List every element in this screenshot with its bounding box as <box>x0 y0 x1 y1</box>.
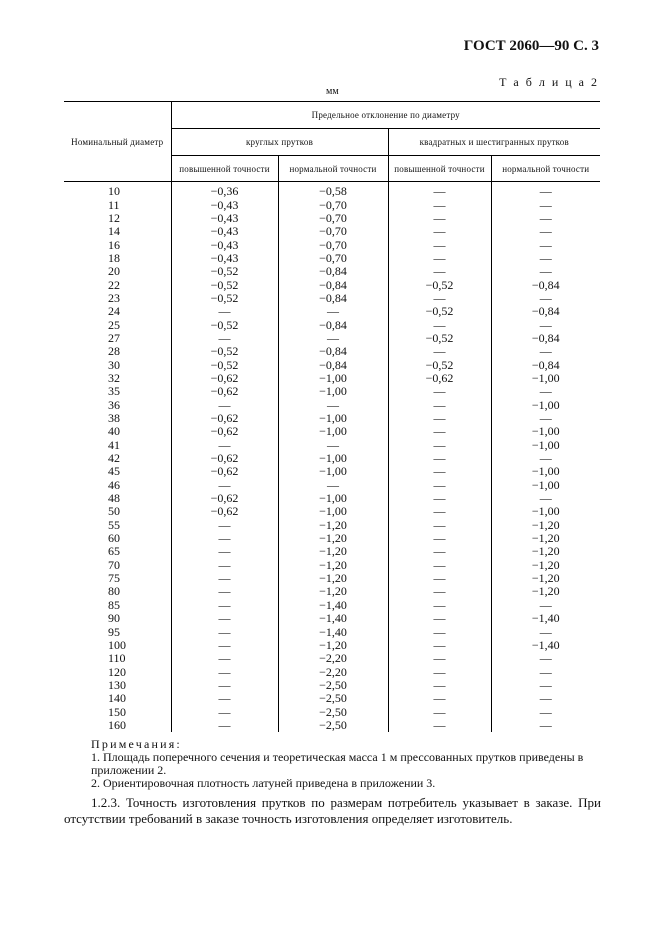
cell-round-normal: — <box>278 332 388 345</box>
cell-round-high: −0,52 <box>171 318 278 331</box>
cell-round-normal: −0,70 <box>278 198 388 211</box>
cell-round-high: — <box>171 545 278 558</box>
cell-round-high: −0,62 <box>171 492 278 505</box>
table-row <box>64 372 600 385</box>
cell-round-high: — <box>171 705 278 718</box>
cell-square-normal: −1,00 <box>491 425 600 438</box>
cell-round-high: — <box>171 585 278 598</box>
cell-round-high: — <box>171 305 278 318</box>
cell-round-high: — <box>171 639 278 652</box>
cell-round-high: — <box>171 679 278 692</box>
cell-square-normal: −1,00 <box>491 372 600 385</box>
cell-round-normal: −1,20 <box>278 585 388 598</box>
cell-round-high: −0,62 <box>171 465 278 478</box>
cell-round-high: — <box>171 652 278 665</box>
cell-round-normal: — <box>278 399 388 412</box>
cell-square-normal: −0,84 <box>491 305 600 318</box>
table-row <box>64 345 600 358</box>
cell-round-high: −0,52 <box>171 278 278 291</box>
table-row <box>64 479 600 492</box>
table-row <box>64 225 600 238</box>
cell-diameter: 90 <box>108 611 120 626</box>
cell-round-high: — <box>171 692 278 705</box>
cell-square-high: — <box>388 479 491 492</box>
table-row <box>64 292 600 305</box>
cell-round-high: −0,62 <box>171 425 278 438</box>
deviation-table <box>64 101 600 732</box>
table-row <box>64 665 600 678</box>
cell-diameter: 85 <box>108 597 120 612</box>
cell-round-normal: −1,40 <box>278 599 388 612</box>
cell-square-normal: −1,00 <box>491 505 600 518</box>
header-nominal-diameter: Номинальный диаметр <box>64 102 171 182</box>
header-square-normal: нормальной точности <box>491 156 600 182</box>
table-row <box>64 265 600 278</box>
cell-square-normal: — <box>491 679 600 692</box>
header-square-high: повышенной точности <box>388 156 491 182</box>
cell-round-normal: −1,20 <box>278 532 388 545</box>
table-row <box>64 332 600 345</box>
cell-square-high: — <box>388 599 491 612</box>
cell-square-normal: −1,40 <box>491 612 600 625</box>
table-row <box>64 305 600 318</box>
cell-diameter: 12 <box>108 210 120 225</box>
cell-square-high: — <box>388 572 491 585</box>
cell-round-normal: −0,84 <box>278 358 388 371</box>
cell-square-high: — <box>388 465 491 478</box>
cell-diameter: 48 <box>108 491 120 506</box>
cell-diameter: 160 <box>108 717 126 732</box>
header-round-normal: нормальной точности <box>278 156 388 182</box>
cell-square-high: — <box>388 692 491 705</box>
table-row <box>64 399 600 412</box>
cell-round-normal: −1,20 <box>278 572 388 585</box>
cell-square-high: — <box>388 345 491 358</box>
cell-round-normal: −1,20 <box>278 519 388 532</box>
cell-round-normal: −0,84 <box>278 292 388 305</box>
table-row <box>64 692 600 705</box>
cell-diameter: 46 <box>108 477 120 492</box>
cell-diameter: 11 <box>108 197 120 212</box>
cell-square-high: — <box>388 399 491 412</box>
cell-round-normal: −1,20 <box>278 545 388 558</box>
cell-square-normal: −0,84 <box>491 358 600 371</box>
cell-diameter: 120 <box>108 664 126 679</box>
cell-round-high: −0,43 <box>171 238 278 251</box>
cell-round-high: — <box>171 665 278 678</box>
cell-square-high: — <box>388 225 491 238</box>
cell-square-normal: — <box>491 345 600 358</box>
cell-square-high: — <box>388 519 491 532</box>
table-row <box>64 198 600 211</box>
cell-square-normal: — <box>491 665 600 678</box>
table-row <box>64 505 600 518</box>
table-row <box>64 465 600 478</box>
notes <box>91 738 601 790</box>
cell-diameter: 65 <box>108 544 120 559</box>
cell-diameter: 42 <box>108 451 120 466</box>
cell-diameter: 38 <box>108 411 120 426</box>
cell-diameter: 95 <box>108 624 120 639</box>
table-number: Т а б л и ц а 2 <box>499 75 599 89</box>
table-row <box>64 625 600 638</box>
cell-round-normal: −1,00 <box>278 505 388 518</box>
cell-diameter: 36 <box>108 397 120 412</box>
cell-round-high: — <box>171 479 278 492</box>
cell-round-high: — <box>171 612 278 625</box>
cell-round-high: −0,43 <box>171 212 278 225</box>
cell-diameter: 16 <box>108 237 120 252</box>
cell-diameter: 22 <box>108 277 120 292</box>
cell-diameter: 20 <box>108 264 120 279</box>
cell-round-high: — <box>171 625 278 638</box>
cell-round-normal: −1,00 <box>278 452 388 465</box>
cell-square-normal: — <box>491 492 600 505</box>
table-body <box>64 182 600 733</box>
cell-round-normal: — <box>278 479 388 492</box>
table-row <box>64 719 600 732</box>
cell-square-normal: −1,20 <box>491 559 600 572</box>
cell-square-high: — <box>388 625 491 638</box>
cell-round-normal: −1,00 <box>278 412 388 425</box>
document-header: ГОСТ 2060—90 С. 3 <box>463 38 599 54</box>
cell-square-high: — <box>388 198 491 211</box>
cell-diameter: 45 <box>108 464 120 479</box>
cell-diameter: 27 <box>108 330 120 345</box>
cell-diameter: 110 <box>108 651 126 666</box>
table-row <box>64 705 600 718</box>
table-row <box>64 652 600 665</box>
cell-square-normal: — <box>491 652 600 665</box>
cell-round-high: −0,52 <box>171 292 278 305</box>
cell-square-normal: — <box>491 385 600 398</box>
cell-round-high: — <box>171 519 278 532</box>
table-row <box>64 212 600 225</box>
cell-square-high: — <box>388 492 491 505</box>
cell-square-normal: — <box>491 252 600 265</box>
table-row <box>64 385 600 398</box>
cell-square-high: −0,62 <box>388 372 491 385</box>
cell-round-normal: — <box>278 305 388 318</box>
cell-square-normal: −1,00 <box>491 465 600 478</box>
cell-square-normal: — <box>491 265 600 278</box>
cell-diameter: 28 <box>108 344 120 359</box>
cell-square-normal: — <box>491 212 600 225</box>
cell-round-high: −0,52 <box>171 358 278 371</box>
cell-square-normal: — <box>491 318 600 331</box>
cell-round-normal: — <box>278 439 388 452</box>
cell-round-high: — <box>171 532 278 545</box>
cell-square-high: — <box>388 585 491 598</box>
cell-diameter: 23 <box>108 290 120 305</box>
table-row <box>64 599 600 612</box>
cell-diameter: 30 <box>108 357 120 372</box>
cell-diameter: 35 <box>108 384 120 399</box>
notes-title: Примечания: <box>91 737 182 751</box>
cell-diameter: 60 <box>108 531 120 546</box>
cell-square-high: — <box>388 505 491 518</box>
cell-round-normal: −0,84 <box>278 278 388 291</box>
cell-square-normal: — <box>491 692 600 705</box>
cell-diameter: 14 <box>108 224 120 239</box>
table-row <box>64 318 600 331</box>
cell-square-normal: −0,84 <box>491 278 600 291</box>
cell-round-high: −0,43 <box>171 225 278 238</box>
cell-square-high: — <box>388 532 491 545</box>
cell-square-high: — <box>388 318 491 331</box>
table-row <box>64 532 600 545</box>
cell-square-high: — <box>388 439 491 452</box>
cell-round-high: −0,43 <box>171 252 278 265</box>
cell-square-high: — <box>388 545 491 558</box>
table-row <box>64 639 600 652</box>
table-row <box>64 545 600 558</box>
cell-square-normal: −1,20 <box>491 545 600 558</box>
cell-round-normal: −1,40 <box>278 612 388 625</box>
cell-round-high: — <box>171 719 278 732</box>
cell-diameter: 24 <box>108 304 120 319</box>
cell-round-high: −0,62 <box>171 385 278 398</box>
cell-square-high: — <box>388 652 491 665</box>
cell-square-normal: — <box>491 705 600 718</box>
table-row <box>64 252 600 265</box>
note-2: 2. Ориентировочная плотность латуней приведена в приложении 3. <box>91 776 436 790</box>
cell-square-normal: −1,00 <box>491 479 600 492</box>
cell-round-high: −0,36 <box>171 182 278 199</box>
table-row <box>64 492 600 505</box>
cell-square-high: — <box>388 679 491 692</box>
cell-diameter: 32 <box>108 370 120 385</box>
cell-round-normal: −2,50 <box>278 705 388 718</box>
cell-square-normal: — <box>491 198 600 211</box>
cell-square-high: −0,52 <box>388 332 491 345</box>
cell-diameter: 10 <box>108 184 120 199</box>
cell-round-normal: −0,70 <box>278 225 388 238</box>
cell-square-high: — <box>388 212 491 225</box>
cell-round-normal: −0,84 <box>278 265 388 278</box>
table-row <box>64 679 600 692</box>
cell-square-normal: — <box>491 412 600 425</box>
table-row <box>64 425 600 438</box>
cell-round-normal: −0,84 <box>278 345 388 358</box>
cell-square-high: — <box>388 639 491 652</box>
cell-diameter: 80 <box>108 584 120 599</box>
cell-square-normal: −1,40 <box>491 639 600 652</box>
cell-diameter: 130 <box>108 677 126 692</box>
cell-square-high: — <box>388 265 491 278</box>
cell-square-normal: −1,00 <box>491 399 600 412</box>
cell-square-high: — <box>388 665 491 678</box>
header-round-high: повышенной точности <box>171 156 278 182</box>
cell-round-normal: −2,20 <box>278 665 388 678</box>
cell-square-normal: −1,20 <box>491 572 600 585</box>
table-row <box>64 278 600 291</box>
cell-diameter: 50 <box>108 504 120 519</box>
cell-square-normal: — <box>491 599 600 612</box>
cell-round-normal: −0,58 <box>278 182 388 199</box>
table-row <box>64 585 600 598</box>
cell-round-high: −0,62 <box>171 412 278 425</box>
cell-round-high: −0,62 <box>171 372 278 385</box>
cell-square-high: −0,52 <box>388 278 491 291</box>
table-row <box>64 182 600 199</box>
table-row <box>64 559 600 572</box>
cell-diameter: 40 <box>108 424 120 439</box>
table-row <box>64 412 600 425</box>
header-round-bars: круглых прутков <box>171 129 388 156</box>
cell-round-normal: −0,70 <box>278 238 388 251</box>
cell-diameter: 70 <box>108 557 120 572</box>
cell-round-high: — <box>171 572 278 585</box>
cell-round-normal: −1,20 <box>278 559 388 572</box>
cell-round-normal: −0,70 <box>278 252 388 265</box>
cell-square-normal: −1,20 <box>491 585 600 598</box>
cell-round-high: −0,62 <box>171 505 278 518</box>
cell-square-high: — <box>388 412 491 425</box>
cell-diameter: 150 <box>108 704 126 719</box>
cell-square-high: — <box>388 182 491 199</box>
cell-square-high: — <box>388 705 491 718</box>
cell-diameter: 18 <box>108 250 120 265</box>
cell-square-normal: — <box>491 238 600 251</box>
table-row <box>64 452 600 465</box>
cell-round-normal: −0,84 <box>278 318 388 331</box>
table-unit: мм <box>326 86 339 97</box>
cell-square-high: — <box>388 252 491 265</box>
cell-round-normal: −1,00 <box>278 492 388 505</box>
cell-diameter: 55 <box>108 517 120 532</box>
cell-round-normal: −0,70 <box>278 212 388 225</box>
cell-square-high: — <box>388 292 491 305</box>
cell-round-high: −0,43 <box>171 198 278 211</box>
cell-square-normal: — <box>491 225 600 238</box>
cell-square-normal: −0,84 <box>491 332 600 345</box>
cell-round-normal: −1,00 <box>278 465 388 478</box>
cell-square-normal: — <box>491 182 600 199</box>
cell-square-normal: −1,20 <box>491 532 600 545</box>
cell-square-normal: −1,20 <box>491 519 600 532</box>
cell-square-high: — <box>388 452 491 465</box>
cell-square-normal: — <box>491 292 600 305</box>
cell-round-normal: −2,20 <box>278 652 388 665</box>
cell-square-high: — <box>388 425 491 438</box>
cell-square-high: — <box>388 612 491 625</box>
table-row <box>64 238 600 251</box>
cell-square-high: — <box>388 238 491 251</box>
header-square-hex-bars: квадратных и шестигранных прутков <box>388 129 600 156</box>
cell-round-normal: −2,50 <box>278 679 388 692</box>
cell-square-normal: — <box>491 719 600 732</box>
table-row <box>64 519 600 532</box>
table-row <box>64 572 600 585</box>
cell-diameter: 75 <box>108 571 120 586</box>
note-1: 1. Площадь поперечного сечения и теоретическая масса 1 м прессованных прутков приведены в приложении 2. <box>91 750 584 777</box>
cell-round-high: −0,52 <box>171 345 278 358</box>
cell-square-high: −0,52 <box>388 358 491 371</box>
table-row <box>64 612 600 625</box>
cell-round-normal: −1,00 <box>278 372 388 385</box>
cell-round-normal: −1,20 <box>278 639 388 652</box>
cell-round-high: −0,62 <box>171 452 278 465</box>
table-row <box>64 358 600 371</box>
cell-diameter: 25 <box>108 317 120 332</box>
cell-round-normal: −1,00 <box>278 385 388 398</box>
cell-diameter: 41 <box>108 437 120 452</box>
cell-round-normal: −1,00 <box>278 425 388 438</box>
cell-round-high: −0,52 <box>171 265 278 278</box>
table-row <box>64 439 600 452</box>
cell-round-normal: −1,40 <box>278 625 388 638</box>
cell-round-normal: −2,50 <box>278 719 388 732</box>
cell-square-normal: — <box>491 625 600 638</box>
cell-round-high: — <box>171 399 278 412</box>
cell-round-high: — <box>171 439 278 452</box>
paragraph-1-2-3: 1.2.3. Точность изготовления прутков по размерам потребитель указывает в заказе. При отсутствии требований в заказе точность изготовления определяет изготовитель. <box>64 795 601 826</box>
cell-square-high: — <box>388 385 491 398</box>
cell-square-normal: −1,00 <box>491 439 600 452</box>
cell-round-high: — <box>171 559 278 572</box>
cell-round-high: — <box>171 599 278 612</box>
cell-square-normal: — <box>491 452 600 465</box>
cell-round-high: — <box>171 332 278 345</box>
cell-square-high: — <box>388 559 491 572</box>
header-deviation: Предельное отклонение по диаметру <box>171 102 600 129</box>
cell-square-high: — <box>388 719 491 732</box>
cell-diameter: 140 <box>108 691 126 706</box>
cell-round-normal: −2,50 <box>278 692 388 705</box>
cell-square-high: −0,52 <box>388 305 491 318</box>
cell-diameter: 100 <box>108 637 126 652</box>
